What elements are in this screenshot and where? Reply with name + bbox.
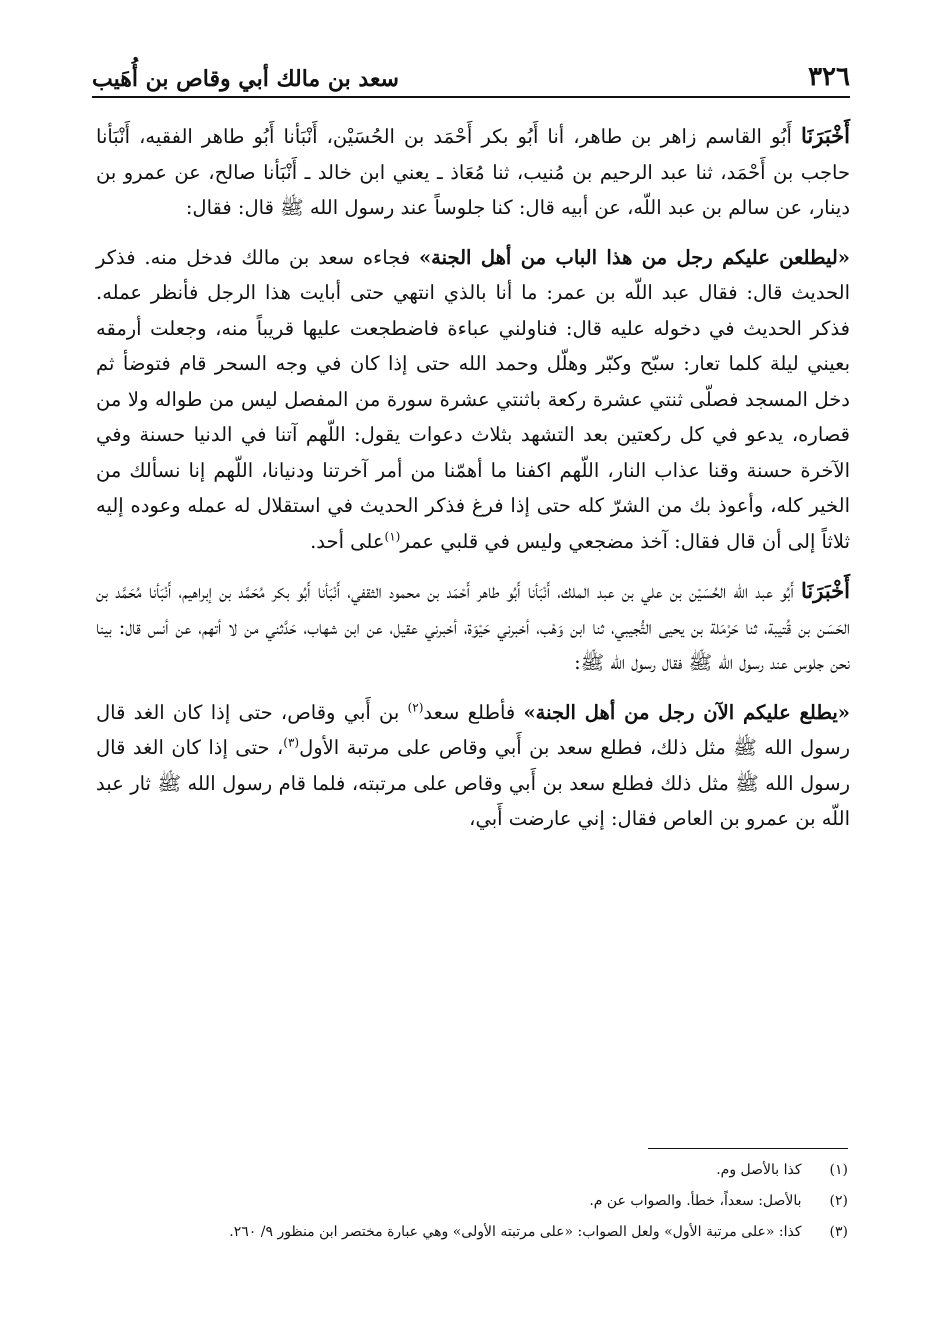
paragraph-text-mid: بن أَبي وقاص، حتى إذا كان الغد قال رسول الله ﷺ مثل ذلك، فطلع سعد بن أَبي وقاص على مرتبة الأول bbox=[96, 700, 850, 759]
page-header bbox=[92, 52, 850, 98]
main-text bbox=[96, 118, 850, 851]
footnotes bbox=[98, 1148, 848, 1248]
footnote-number: (١) bbox=[829, 1162, 848, 1178]
footnote-number: (٣) bbox=[829, 1224, 848, 1240]
paragraph-text: فجاءه سعد بن مالك فدخل منه. فذكر الحديث قال: فقال عبد اللّه بن عمر: ما أنا بالذي انتهي حتى أبايت هذا الرجل فأنظر عمله. فذكر الحديث في دخوله عليه قال: فناولني عباءة فاضطجعت عليها قريباً منه، وجعلت أرمقه بعيني ليلة كلما تعار: سبّح وكبّر وهلّل وحمد الله حتى إذا كان في وجه السحر قام فتوضأ ثم دخل المسجد فصلّى ثنتي عشرة ركعة باثنتي عشرة سورة من المفصل ليس من طواله ولا من قصاره، يدعو في كل ركعتين بعد التشهد بثلاث دعوات يقول: اللّهم آتنا في الدنيا حسنة وفي الآخرة حسنة وقنا عذاب النار، اللّهم اكفنا ما أهمّنا من أمر آخرتنا ودنيانا، اللّهم إنا نسألك من الخير كله، وأعوذ بك من الشرّ كله حتى إذا فرغ فذكر الحديث في استقلال له عمله وعوده إليه ثلاثاً إلى أن قال فقال: آخذ مضجعي وليس في قلبي عمر bbox=[96, 245, 850, 553]
paragraph-2 bbox=[96, 240, 850, 560]
footnote-ref-1[interactable]: (١) bbox=[384, 529, 401, 543]
paragraph-text: أَبُو القاسم زاهر بن طاهر، أنا أَبُو بكر أَحْمَد بن الحُسَيْن، أَنْبَأنا أَبُو طاهر الفقيه، أَنْبَأنا حاجب بن أَحْمَد، ثنا عبد الرحيم بن مُنيب، ثنا مُعَاذ ـ يعني ابن خالد ـ أَنْبَأنا صالح، عن عمرو بن دينار، عن سالم بن عبد اللّه، عن أبيه قال: كنا جلوساً عند رسول الله ﷺ قال: فقال: bbox=[96, 125, 850, 219]
isnad-lead: أَخْبَرَنَا bbox=[801, 123, 850, 148]
hadith-quote: «ليطلعن عليكم رجل من هذا الباب من أهل الجنة» bbox=[418, 245, 850, 269]
footnote-text: كذا: «على مرتبة الأول» ولعل الصواب: «على مرتبته الأولى» وهي عبارة مختصر ابن منظور ٩/ ٢٦٠. bbox=[229, 1224, 802, 1240]
footnote-2 bbox=[98, 1186, 848, 1217]
footnote-ref-3[interactable]: (٣) bbox=[283, 735, 300, 750]
paragraph-text: فأطلع سعد bbox=[423, 700, 524, 724]
footnote-ref-2[interactable]: (٢) bbox=[407, 700, 424, 714]
footnote-number: (٢) bbox=[829, 1193, 848, 1209]
page-number: ٣٢٦ bbox=[808, 62, 850, 92]
footnote-text: كذا بالأصل وم. bbox=[716, 1162, 802, 1178]
footnote-3 bbox=[98, 1217, 848, 1248]
hadith-quote: «يطلع عليكم الآن رجل من أهل الجنة» bbox=[523, 700, 850, 724]
paragraph-text-end: على أحد. bbox=[310, 529, 385, 553]
footnote-divider bbox=[648, 1148, 848, 1149]
footnote-text: بالأصل: سعداً، خطأ. والصواب عن م. bbox=[589, 1193, 802, 1209]
paragraph-3 bbox=[96, 573, 850, 681]
running-title: سعد بن مالك أبي وقاص بن أُهَيب bbox=[92, 66, 399, 92]
paragraph-text-end: ، حتى إذا كان الغد قال رسول الله ﷺ مثل ذلك فطلع سعد بن أَبي وقاص على مرتبته، فلما قام رسول الله ﷺ ثار عبد اللّه بن عمرو بن العاص فقال: إني عارضت أَبي، bbox=[96, 736, 850, 830]
paragraph-4 bbox=[96, 695, 850, 837]
paragraph-1 bbox=[96, 118, 850, 226]
footnote-1 bbox=[98, 1155, 848, 1186]
isnad-lead: أَخْبَرَنَا bbox=[801, 578, 850, 603]
paragraph-text: أَبُو عبد اللّه الحُسَيْن بن علي بن عبد الملك، أَنْبَأنا أَبُو طاهر أَحْمَد بن محمود الثقفي، أَنْبَأنا أَبُو بكر مُحَمَّد بن إبراهيم، أَنْبَأنا مُحَمَّد بن الحَسَن بن قُتيبة، ثنا حَرْمَلة بن يحيى التُّجيبي، ثنا ابن وَهْب، أخبرني حَيْوَة، أخبرني عقيل، عن ابن شهاب، حَدَّثني من لا أتهم، عن أنس قال: بينا نحن جلوس عند رسول الله ﷺ فقال رسول الله ﷺ: bbox=[96, 580, 850, 674]
